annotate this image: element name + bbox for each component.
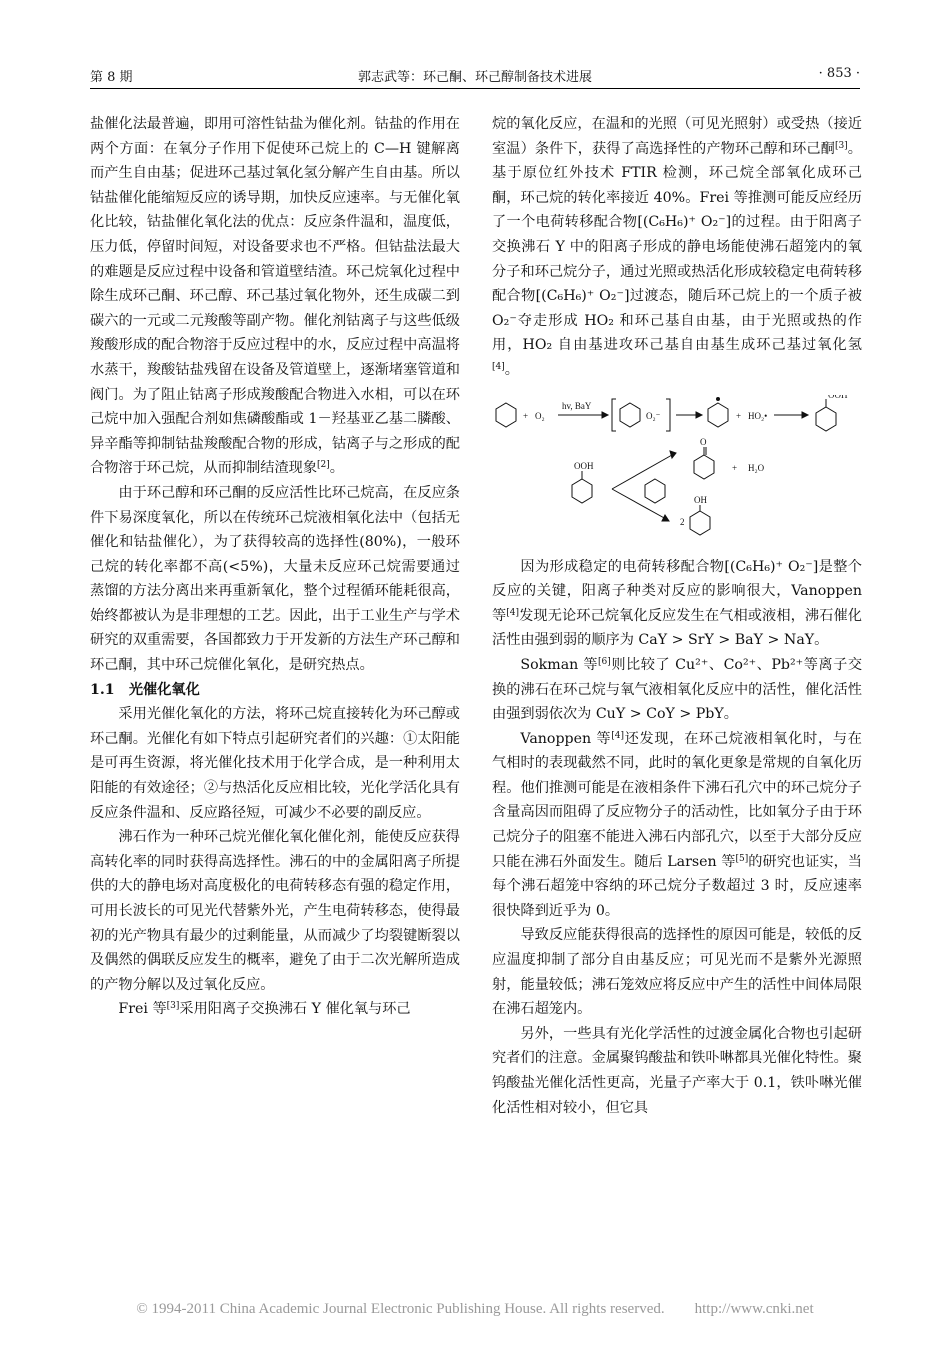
ooh-label: OOH bbox=[574, 460, 594, 471]
bracket-left bbox=[612, 399, 616, 431]
left-column bbox=[90, 112, 460, 1022]
reaction-arrow bbox=[612, 489, 666, 519]
paragraph-text: 的研究也证实，当每个沸石超笼中容纳的环己烷分子数超过 3 时，反应速率很快降到近乎为 0。 bbox=[492, 853, 862, 919]
paragraph-text: 因为形成稳定的电荷转移配合物[(C₆H₆)⁺ O₂⁻]是整个反应的关键，阳离子种类对反应的影响很大，Vanoppen 等 bbox=[492, 558, 862, 624]
paragraph: 沸石作为一种环己烷光催化氧化催化剂，能使反应获得高转化率的同时获得高选择性。沸石的中的金属阳离子所提供的大的静电场对高度极化的电荷转移态有强的稳定作用，可用长波长的可见光代替紫外光，产生电荷转移态，使得最初的光产物具有最少的过剩能量，从而减少了均裂键断裂以及偶然的偶联反应发生的概率，避免了由于二次光解所造成的产物分解以及过氧化反应。 bbox=[90, 829, 460, 993]
author-ref: Vanoppen 等 bbox=[520, 730, 612, 747]
citation: [2] bbox=[317, 460, 330, 471]
paragraph bbox=[90, 997, 460, 1022]
oxygen-label: O bbox=[700, 436, 707, 447]
paragraph bbox=[492, 727, 862, 924]
right-column bbox=[492, 112, 862, 1120]
arrowhead bbox=[670, 451, 676, 458]
author-ref: Frei 等 bbox=[118, 1001, 167, 1018]
radical-dot bbox=[717, 397, 720, 400]
citation: [5] bbox=[735, 853, 749, 864]
ooh-label: OOH bbox=[828, 394, 848, 400]
paragraph: 由于环己醇和环己酮的反应活性比环己烷高，在反应条件下易深度氧化，所以在传统环己烷液相氧化法中（包括无催化和钴盐催化），为了获得较高的选择性(80%)，一般环己烷的转化率都不高(<5%)，大量未反应环己烷需要通过蒸馏的方法分离出来再重新氧化，整个过程循环能耗很高，始终都被认为是非理想的工艺。因此，出于工业生产与学术研究的双重需要，各国都致力于开发新的方法生产环己醇和环己酮，其中环己烷催化氧化，是研究热点。 bbox=[90, 484, 460, 674]
oh-label: OH bbox=[694, 494, 707, 505]
citation: [6] bbox=[598, 656, 611, 667]
running-title: 郭志武等：环己酮、环己醇制备技术进展 bbox=[357, 70, 592, 85]
reaction-scheme bbox=[492, 395, 862, 545]
water-label: H₂O bbox=[748, 462, 765, 473]
paragraph: 采用光催化氧化的方法，将环己烷直接转化为环己醇或环己酮。光催化有如下特点引起研究者们的兴趣：①太阳能是可再生资源，将光催化技术用于化学合成，是一种利用太阳能的有效途径；②与热活化反应相比较，光化学活化具有反应条件温和、反应路径短，可减少不必要的副反应。 bbox=[90, 706, 460, 821]
copyright-footer: © 1994-2011 China Academic Journal Electronic Publishing House. All rights reserved. http://www.cnki.net bbox=[136, 1301, 814, 1317]
citation: [3] bbox=[166, 1001, 180, 1012]
paragraph bbox=[492, 112, 862, 383]
section-heading: 1.1 光催化氧化 bbox=[90, 681, 200, 698]
arrowhead bbox=[602, 412, 608, 418]
arrowhead bbox=[696, 412, 702, 418]
paragraph bbox=[492, 653, 862, 727]
paragraph-text: 。基于原位红外技术 FTIR 检测，环己烷全部氧化成环己酮，环己烷的转化率接近 40%。Frei 等推测可能反应经历了一个电荷转移配合物[(C₆H₆)⁺ O₂⁻]的过程。由于阳离子交换沸石 Y 中的阳离子形成的静电场能使沸石超笼内的氧分子和环己烷分子，通过光照或热活化形成较稳定电荷转移配合物[(C₆H₆)⁺ O₂⁻]过渡态，随后环己烷上的一个质子被 O₂⁻夺走形成 HO₂ 和环己基自由基，由于光照或热的作用，HO₂ 自由基进攻环己基自由基生成环己基过氧化氢 bbox=[492, 140, 862, 354]
citation: [4] bbox=[506, 607, 520, 618]
citation: [4] bbox=[492, 361, 505, 372]
cyclohexanol-ring bbox=[690, 511, 710, 535]
paragraph-text: 则比较了 Cu²⁺、Co²⁺、Pb²⁺等离子交换的沸石在环己烷与氧气液相氧化反应中的活性，催化活性由强到弱依次为 CuY > CoY > PbY。 bbox=[492, 656, 863, 723]
cyclohexanone-ring bbox=[694, 455, 714, 479]
coefficient: 2 bbox=[680, 516, 685, 527]
paragraph: 另外，一些具有光化学活性的过渡金属化合物也引起研究者们的注意。金属聚钨酸盐和铁卟啉都具光催化特性。聚钨酸盐光催化活性更高，光量子产率大于 0.1，铁卟啉光催化活性相对较小，但它具 bbox=[492, 1025, 862, 1116]
superoxide-label: O₂⁻ bbox=[646, 410, 661, 421]
paragraph-text: 烷的氧化反应，在温和的光照（可见光照射）或受热（接近室温）条件下，获得了高选择性的产物环己醇和环己酮 bbox=[492, 116, 862, 157]
paragraph: 导致反应能获得很高的选择性的原因可能是，较低的反应温度抑制了部分自由基反应；可见光而不是紫外光源照射，能量较低；沸石笼效应将反应中产生的活性中间体局限在沸石超笼内。 bbox=[492, 927, 862, 1018]
citation: [4] bbox=[611, 730, 624, 741]
radical-ring bbox=[708, 403, 728, 427]
paragraph-text: 发现无论环己烷氧化反应发生在气相或液相，沸石催化活性由强到弱的顺序为 CaY > SrY > BaY > NaY。 bbox=[492, 607, 862, 649]
plus-sign: + bbox=[736, 410, 742, 421]
plus-sign: + bbox=[523, 410, 529, 421]
paragraph-text: 还发现，在环己烷液相氧化时，与在气相时的表现截然不同，此时的氧化更象是常规的自氧化历程。他们推测可能是在液相条件下沸石孔穴中的环己烷分子含量高因而阻碍了反应物分子的活动性，比如氧分子由于环己烷分子的阻塞不能进入沸石内部孔穴，以至于大部分反应只能在沸石外面发生。随后 Larsen 等 bbox=[492, 730, 862, 870]
issue-number: 第 8 期 bbox=[90, 70, 133, 85]
author-ref: Sokman 等 bbox=[520, 656, 599, 673]
hydroperoxide-ring bbox=[572, 479, 592, 503]
paragraph-text: 采用阳离子交换沸石 Y 催化氧与环己 bbox=[179, 1001, 411, 1018]
page-number: · 853 · bbox=[818, 66, 860, 81]
paragraph-end: 。 bbox=[329, 460, 344, 477]
paragraph bbox=[492, 555, 862, 653]
paragraph-text: 盐催化法最普遍，即用可溶性钴盐为催化剂。钴盐的作用在两个方面：在氧分子作用下促使环己烷上的 C—H 键解离而产生自由基；促进环己基过氧化氢分解产生自由基。所以钴盐催化能缩短反应的诱导期，加快反应速率。与无催化氧化比较，钴盐催化氧化法的优点：反应条件温和，温度低，压力低，停留时间短，对设备要求也不严格。但钴盐法最大的难题是反应过程中设备和管道壁结渣。环己烷氧化过程中除生成环己酮、环己醇、环己基过氧化物外，还生成碳二到碳六的一元或二元羧酸等副产物。催化剂钴离子与这些低级羧酸形成的配合物溶于反应过程中的水，反应过程中高温将水蒸干，羧酸钴盐残留在设备及管道壁上，逐渐堵塞管道和阀门。为了阻止钴离子形成羧酸配合物进入水相，可以在环己烷中加入强配合剂如焦磷酸酯或 1－羟基亚乙基二膦酸、异辛酯等抑制钴盐羧酸配合物的形成，钴离子与之形成的配合物溶于环己烷，从而抑制结渣现象 bbox=[90, 116, 460, 477]
running-header bbox=[90, 64, 860, 89]
plus-sign: + bbox=[732, 462, 738, 473]
ho2-label: HO₂• bbox=[748, 410, 768, 421]
arrowhead bbox=[662, 515, 669, 521]
paragraph-end: 。 bbox=[504, 361, 519, 378]
cation-ring bbox=[620, 403, 640, 427]
hydroperoxide-ring bbox=[816, 407, 836, 431]
bracket-right bbox=[666, 399, 670, 431]
arrowhead bbox=[802, 412, 808, 418]
oxygen-label: O₂ bbox=[535, 410, 545, 421]
arrow-label: hv, BaY bbox=[562, 400, 592, 411]
citation: [3] bbox=[834, 140, 848, 151]
cyclohexane-ring bbox=[645, 479, 665, 503]
benzene-ring bbox=[496, 403, 516, 427]
paragraph bbox=[90, 112, 460, 481]
